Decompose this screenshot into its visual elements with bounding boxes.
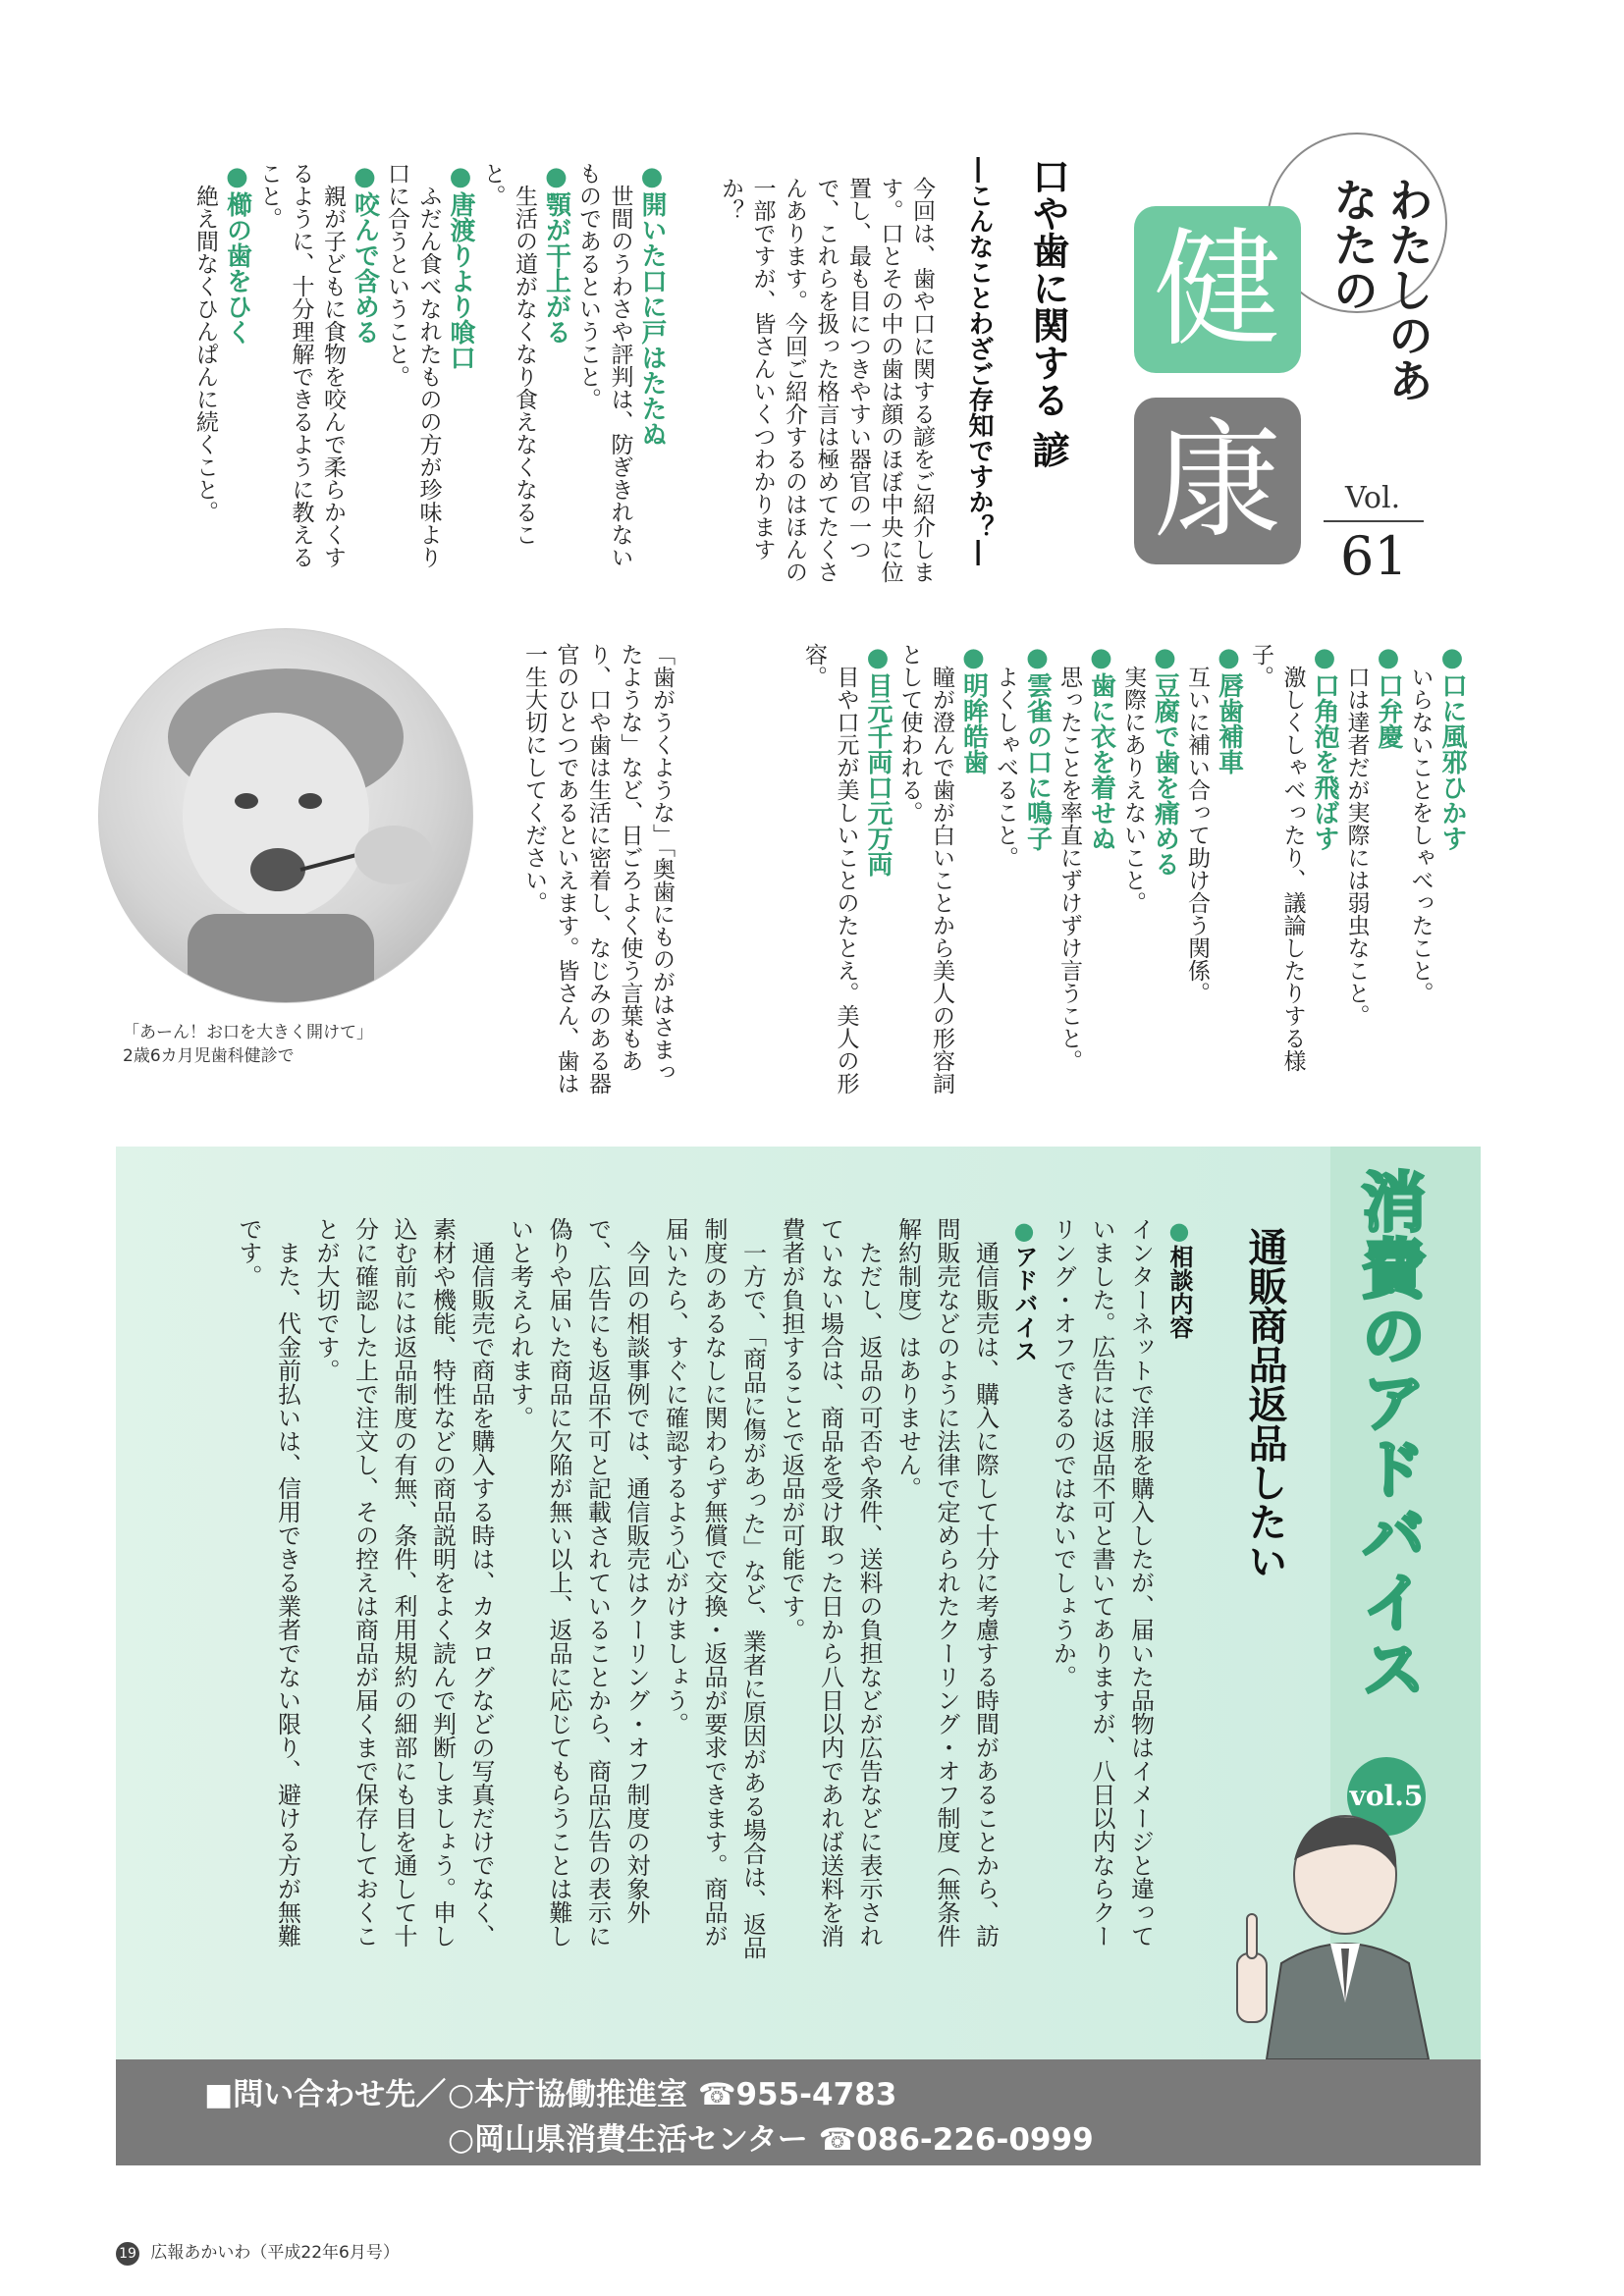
proverb-list-right (722, 643, 1468, 1104)
proverb-item (893, 643, 990, 1104)
proverb-title: ●明眸皓歯 (958, 643, 989, 774)
proverb-description: いらないことをしゃべったこと。 (1407, 666, 1434, 1004)
vol-label: Vol. (1345, 481, 1401, 515)
proverb-description: 生活の道がなくなり食えなくなること。 (479, 162, 537, 546)
proverb-title: ●櫛の歯をひく (222, 162, 252, 345)
proverb-description: 激しくしゃべったり、議論したりする様子。 (1248, 643, 1306, 1072)
consult-text: インターネットで洋服を購入したが、届いた品物はイメージと違っていました。広告には返品不可と書いてありますが、八日以内ならクーリング・オフできるのではないでしょうか。 (1049, 1217, 1155, 1948)
series-title-kana: わたしのあなたの (1326, 177, 1435, 402)
advice-paragraph: また、代金前払いは、信用できる業者でない限り、避ける方が無難です。 (235, 1217, 301, 1948)
vol-divider (1324, 520, 1424, 522)
proverb-description: 目や口元が美しいことのたとえ。美人の形容。 (801, 643, 859, 1095)
photo-caption (123, 1021, 373, 1068)
consumer-series-title: 消費のアドバイス (1350, 1168, 1426, 1702)
child-dental-checkup-photo (98, 628, 473, 1003)
proverb-item (1117, 643, 1181, 1104)
advice-heading: ●アドバイス (1010, 1217, 1038, 1362)
series-kanji-ken: 健 (1134, 206, 1301, 373)
proverb-description: よくしゃべること。 (993, 666, 1018, 869)
proverb-description: 実際にありえないこと。 (1120, 666, 1146, 914)
proverb-item (189, 162, 253, 584)
proverb-title: ●開いた口に戸はたたぬ (637, 162, 667, 447)
contact-consumer-center: ○岡山県消費生活センター ☎086-226-0999 (448, 2122, 1094, 2158)
proverb-item (476, 162, 572, 584)
proverb-item (798, 643, 894, 1104)
advice-paragraph: 今回の相談事例では、通信販売はクーリング・オフ制度の対象外で、広告にも返品不可と記載されていることから、商品広告の表示に偽りや届いた商品に欠陥が無い以上、返品に応じてもらうことは難しいと考えられます。 (506, 1217, 650, 1948)
page-number: 19 (116, 2242, 139, 2266)
page-footer (116, 2238, 400, 2266)
proverb-item (572, 162, 669, 584)
proverb-title: ●顎が干上がる (541, 162, 571, 345)
series-kanji-kou: 康 (1134, 398, 1301, 564)
proverb-item (1054, 643, 1117, 1104)
health-subheadline: ―こんなことわざご存知ですか？― (964, 157, 994, 565)
consumer-headline: 通販商品返品したい (1242, 1227, 1287, 1580)
proverb-list-left (177, 162, 668, 584)
proverb-item (253, 162, 381, 584)
advice-paragraph: 一方で、「商品に傷があった」など、業者に原因がある場合は、返品制度のあるなしに関わらず無償で交換・返品が要求できます。商品が届いたら、すぐに確認するよう心がけましょう。 (661, 1217, 767, 1959)
proverb-title: ●歯に衣を着せぬ (1086, 643, 1116, 851)
proverb-title: ●口に風邪ひかす (1437, 643, 1467, 851)
proverb-description: 絶え間なくひんぱんに続くこと。 (192, 185, 218, 523)
proverb-description: 口は達者だが実際には弱虫なこと。 (1343, 666, 1370, 1027)
advice-paragraph: 通信販売で商品を購入する時は、カタログなどの写真だけでなく、素材や機能、特性などの商品説明をよく読んで判断しましょう。申し込む前には返品制度の有無、条件、利用規約の細部にも目を通して十分に確認した上で注文し、その控えは商品が届くまで保存しておくことが大切です。 (312, 1217, 495, 1948)
photo-illustration (99, 629, 472, 1002)
health-headline: 口や歯に関する 諺 (1026, 157, 1069, 469)
photo-caption-line-1: 「あーん！お口を大きく開けて」 (123, 1023, 373, 1042)
advice-paragraph: 通信販売は、購入に際して十分に考慮する時間があることから、訪問販売などのように法律で定められたクーリング・オフ制度（無条件解約制度）はありません。 (893, 1217, 1000, 1948)
proverb-description: 思ったことを率直にずけずけ言うこと。 (1056, 666, 1082, 1072)
proverb-item (381, 162, 477, 584)
proverb-title: ●雲雀の口に鳴子 (1022, 643, 1053, 851)
consumer-article (152, 1217, 1198, 1963)
proverb-title: ●唇歯補車 (1214, 643, 1244, 774)
photo-caption-line-2: 2歳6カ月児歯科健診で (123, 1046, 295, 1066)
publication-title: 広報あかいわ（平成22年6月号） (150, 2243, 400, 2263)
proverb-item (1340, 643, 1404, 1104)
contact-bar (116, 2059, 1481, 2165)
advisor-illustration (1208, 1806, 1443, 2059)
consult-heading: ●相談内容 (1165, 1217, 1193, 1339)
proverb-title: ●口角泡を飛ばす (1310, 643, 1339, 851)
proverb-title: ●唐渡りより喰口 (446, 162, 475, 370)
consumer-vol-badge: vol.5 (1347, 1757, 1426, 1836)
proverb-description: ふだん食べなれたものの方が珍味より口に合うということ。 (384, 162, 442, 568)
proverb-item (1245, 643, 1341, 1104)
proverb-title: ●目元千両口元万両 (863, 643, 893, 877)
proverb-title: ●口弁慶 (1374, 643, 1403, 749)
proverb-item (990, 643, 1054, 1104)
proverb-description: 互いに補い合って助け合う関係。 (1184, 666, 1210, 1004)
advice-paragraph: ただし、返品の可否や条件、送料の負担などが広告などに表示されていない場合は、商品を受け取った日から八日以内であれば送料を消費者が負担することで返品が可能です。 (778, 1217, 883, 1948)
proverb-item (1181, 643, 1245, 1104)
proverb-item (1404, 643, 1468, 1104)
health-closing: 「歯がうくような」「奥歯にものがはさまったような」など、日ごろよく使う言葉もあり、口や歯は生活に密着し、なじみのある器官のひとつであるといえます。皆さん、歯は一生大切にしてください。 (521, 643, 675, 1095)
vol-number: 61 (1340, 525, 1408, 587)
proverb-description: 親が子どもに食物を咬んで柔らかくするように、十分理解できるように教えること。 (256, 162, 346, 568)
health-intro: 今回は、歯や口に関する諺をご紹介します。口とその中の歯は顔のほぼ中央に位置し、最も目につきやすい器官の一つで、これらを扱った格言は極めてたくさんあります。今回ご紹介するのはほんの一部ですが、皆さんいくつわかりますか？ (718, 177, 935, 583)
contact-office: ○本庁協働推進室 ☎955-4783 (448, 2077, 897, 2112)
proverb-title: ●咬んで含める (350, 162, 380, 345)
proverb-description: 世間のうわさや評判は、防ぎきれないものであるということ。 (575, 162, 633, 568)
contact-heading: ■問い合わせ先／ (204, 2077, 447, 2112)
proverb-description: 瞳が澄んで歯が白いことから美人の形容詞として使われる。 (896, 643, 954, 1095)
proverb-title: ●豆腐で歯を痛める (1150, 643, 1180, 877)
